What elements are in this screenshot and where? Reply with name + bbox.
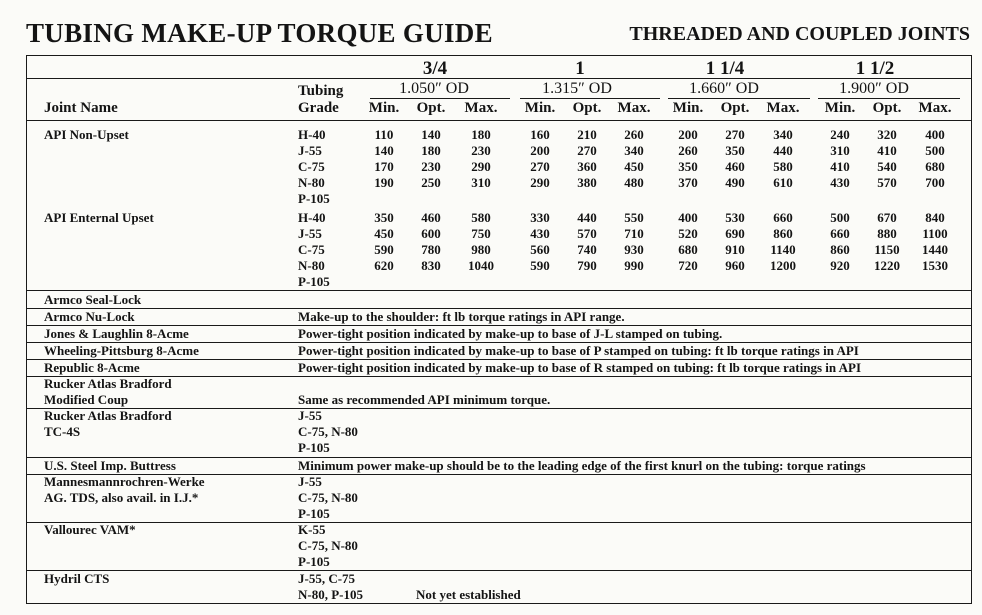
torque-value: 350 [678, 159, 698, 174]
joint-name: Republic 8-Acme [44, 360, 140, 375]
torque-value: 550 [624, 210, 644, 225]
sub-header-min: Min. [672, 100, 704, 116]
grade-cell: P-105 [298, 554, 330, 569]
joint-name: API Enternal Upset [44, 210, 154, 225]
torque-value: 500 [925, 143, 945, 158]
tubing-grade-header: Grade [298, 100, 339, 116]
torque-value: 350 [725, 143, 745, 158]
torque-value: 110 [374, 127, 394, 142]
od-underline [370, 98, 510, 99]
grade-cell: N-80 [298, 175, 325, 190]
torque-value: 270 [725, 127, 745, 142]
torque-value: 430 [530, 226, 550, 241]
torque-value: 910 [725, 242, 745, 257]
sub-header-min: Min. [824, 100, 856, 116]
sub-header-max: Max. [464, 100, 498, 116]
torque-value: 210 [577, 127, 597, 142]
grade-cell: P-105 [298, 506, 330, 521]
torque-value: 350 [374, 210, 394, 225]
torque-value: 590 [374, 242, 394, 257]
sub-header-opt: Opt. [720, 100, 750, 116]
sub-header-max: Max. [766, 100, 800, 116]
torque-value: 980 [471, 242, 491, 257]
joint-name: Rucker Atlas Bradford [44, 408, 172, 423]
torque-value: 860 [830, 242, 850, 257]
grade-cell: N-80 [298, 258, 325, 273]
torque-value: 960 [725, 258, 745, 273]
sub-header-opt: Opt. [572, 100, 602, 116]
torque-value: 1440 [922, 242, 948, 257]
torque-value: 570 [577, 226, 597, 241]
torque-value: 140 [374, 143, 394, 158]
torque-value: 140 [421, 127, 441, 142]
joint-name: Jones & Laughlin 8-Acme [44, 326, 189, 341]
joint-name: TC-4S [44, 424, 81, 439]
torque-value: 180 [421, 143, 441, 158]
od-underline [818, 98, 960, 99]
torque-value: 570 [877, 175, 897, 190]
grade-cell: C-75, N-80 [298, 538, 358, 553]
torque-value: 740 [577, 242, 597, 257]
torque-value: 320 [877, 127, 897, 142]
torque-value: 340 [624, 143, 644, 158]
torque-value: 190 [374, 175, 394, 190]
grade-cell: H-40 [298, 210, 326, 225]
torque-value: 1530 [922, 258, 948, 273]
torque-value: 170 [374, 159, 394, 174]
torque-value: 670 [877, 210, 897, 225]
size-header: 1 [575, 58, 585, 79]
grade-cell: C-75 [298, 159, 325, 174]
joint-name: Hydril CTS [44, 571, 110, 586]
torque-value: 880 [877, 226, 897, 241]
torque-value: 920 [830, 258, 850, 273]
torque-value: 290 [530, 175, 550, 190]
torque-value: 680 [925, 159, 945, 174]
joint-note: Not yet established [416, 587, 521, 602]
tubing-grade-header: Tubing [298, 83, 344, 99]
joint-name-header: Joint Name [44, 100, 118, 116]
torque-value: 450 [374, 226, 394, 241]
torque-value: 530 [725, 210, 745, 225]
torque-value: 430 [830, 175, 850, 190]
torque-value: 1220 [874, 258, 900, 273]
joint-note: Minimum power make-up should be to the leading edge of the first knurl on the tubing: torque ratings [298, 458, 866, 473]
torque-value: 860 [773, 226, 793, 241]
page-title: TUBING MAKE-UP TORQUE GUIDE [26, 18, 493, 48]
torque-value: 560 [530, 242, 550, 257]
torque-value: 720 [678, 258, 698, 273]
joint-note: Same as recommended API minimum torque. [298, 392, 551, 407]
torque-value: 440 [577, 210, 597, 225]
torque-value: 790 [577, 258, 597, 273]
torque-value: 680 [678, 242, 698, 257]
grade-cell: P-105 [298, 440, 330, 455]
od-header: 1.050″ OD [399, 80, 469, 97]
torque-value: 600 [421, 226, 441, 241]
torque-value: 1040 [468, 258, 494, 273]
page-subtitle: THREADED AND COUPLED JOINTS [629, 23, 970, 45]
torque-value: 440 [773, 143, 793, 158]
joint-note: Make-up to the shoulder: ft lb torque ratings in API range. [298, 309, 625, 324]
grade-cell: P-105 [298, 274, 330, 289]
torque-value: 480 [624, 175, 644, 190]
od-underline [668, 98, 810, 99]
torque-value: 1200 [770, 258, 796, 273]
torque-value: 410 [830, 159, 850, 174]
grade-cell: H-40 [298, 127, 326, 142]
grade-cell: J-55 [298, 408, 322, 423]
grade-cell: C-75, N-80 [298, 490, 358, 505]
od-header: 1.660″ OD [689, 80, 759, 97]
joint-note: Power-tight position indicated by make-up to base of R stamped on tubing: ft lb torque ratings in API [298, 360, 862, 375]
torque-value: 1150 [874, 242, 900, 257]
joint-name: U.S. Steel Imp. Buttress [44, 458, 176, 473]
grade-cell: K-55 [298, 522, 326, 537]
size-header: 3/4 [422, 58, 448, 79]
torque-value: 370 [678, 175, 698, 190]
torque-value: 270 [577, 143, 597, 158]
torque-value: 160 [530, 127, 550, 142]
torque-value: 450 [624, 159, 644, 174]
sub-header-min: Min. [524, 100, 556, 116]
torque-value: 610 [773, 175, 793, 190]
grade-cell: J-55 [298, 143, 322, 158]
joint-name: Modified Coup [44, 392, 129, 407]
joint-name: Mannesmannrochren-Werke [44, 474, 205, 489]
torque-value: 520 [678, 226, 698, 241]
torque-value: 290 [471, 159, 491, 174]
sub-header-opt: Opt. [416, 100, 446, 116]
torque-value: 230 [471, 143, 491, 158]
joint-name: Wheeling-Pittsburg 8-Acme [44, 343, 199, 358]
size-header: 1 1/2 [855, 58, 895, 79]
torque-value: 200 [530, 143, 550, 158]
sub-header-opt: Opt. [872, 100, 902, 116]
torque-value: 340 [773, 127, 793, 142]
torque-value: 710 [624, 226, 644, 241]
grade-cell: C-75 [298, 242, 325, 257]
torque-value: 1140 [770, 242, 796, 257]
torque-value: 270 [530, 159, 550, 174]
joint-name: Armco Nu-Lock [44, 309, 135, 324]
torque-value: 460 [725, 159, 745, 174]
joint-name: Armco Seal-Lock [44, 292, 142, 307]
rule [26, 290, 972, 291]
size-header: 1 1/4 [705, 58, 745, 79]
joint-name: Rucker Atlas Bradford [44, 376, 172, 391]
grade-cell: C-75, N-80 [298, 424, 358, 439]
grade-cell: J-55 [298, 474, 322, 489]
joint-note: Power-tight position indicated by make-up to base of J-L stamped on tubing. [298, 326, 723, 341]
torque-value: 310 [830, 143, 850, 158]
torque-value: 360 [577, 159, 597, 174]
torque-value: 310 [471, 175, 491, 190]
rule [26, 570, 972, 571]
torque-value: 750 [471, 226, 491, 241]
joint-name: AG. TDS, also avail. in I.J.* [44, 490, 199, 505]
sub-header-min: Min. [368, 100, 400, 116]
torque-value: 700 [925, 175, 945, 190]
grade-cell: J-55, C-75 [298, 571, 356, 586]
torque-value: 580 [773, 159, 793, 174]
torque-value: 590 [530, 258, 550, 273]
torque-value: 660 [830, 226, 850, 241]
torque-value: 490 [725, 175, 745, 190]
torque-value: 230 [421, 159, 441, 174]
grade-cell: P-105 [298, 191, 330, 206]
torque-value: 930 [624, 242, 644, 257]
od-underline [520, 98, 660, 99]
rule [26, 78, 972, 79]
torque-value: 580 [471, 210, 491, 225]
sub-header-max: Max. [617, 100, 651, 116]
rule [26, 120, 972, 121]
sub-header-max: Max. [918, 100, 952, 116]
joint-note: Power-tight position indicated by make-up to base of P stamped on tubing: ft lb torque ratings in API [298, 343, 859, 358]
od-header: 1.900″ OD [839, 80, 909, 97]
torque-value: 780 [421, 242, 441, 257]
torque-value: 260 [678, 143, 698, 158]
torque-value: 540 [877, 159, 897, 174]
torque-value: 460 [421, 210, 441, 225]
torque-value: 250 [421, 175, 441, 190]
joint-name: API Non-Upset [44, 127, 129, 142]
torque-value: 180 [471, 127, 491, 142]
torque-value: 830 [421, 258, 441, 273]
joint-name: Vallourec VAM* [44, 522, 136, 537]
grade-cell: N-80, P-105 [298, 587, 363, 602]
torque-value: 690 [725, 226, 745, 241]
torque-value: 400 [678, 210, 698, 225]
torque-value: 660 [773, 210, 793, 225]
torque-value: 400 [925, 127, 945, 142]
od-header: 1.315″ OD [542, 80, 612, 97]
torque-value: 620 [374, 258, 394, 273]
torque-value: 330 [530, 210, 550, 225]
torque-value: 500 [830, 210, 850, 225]
torque-value: 1100 [922, 226, 948, 241]
torque-value: 240 [830, 127, 850, 142]
rule [26, 522, 972, 523]
torque-value: 260 [624, 127, 644, 142]
torque-value: 200 [678, 127, 698, 142]
torque-value: 380 [577, 175, 597, 190]
torque-value: 840 [925, 210, 945, 225]
torque-value: 410 [877, 143, 897, 158]
torque-value: 990 [624, 258, 644, 273]
grade-cell: J-55 [298, 226, 322, 241]
